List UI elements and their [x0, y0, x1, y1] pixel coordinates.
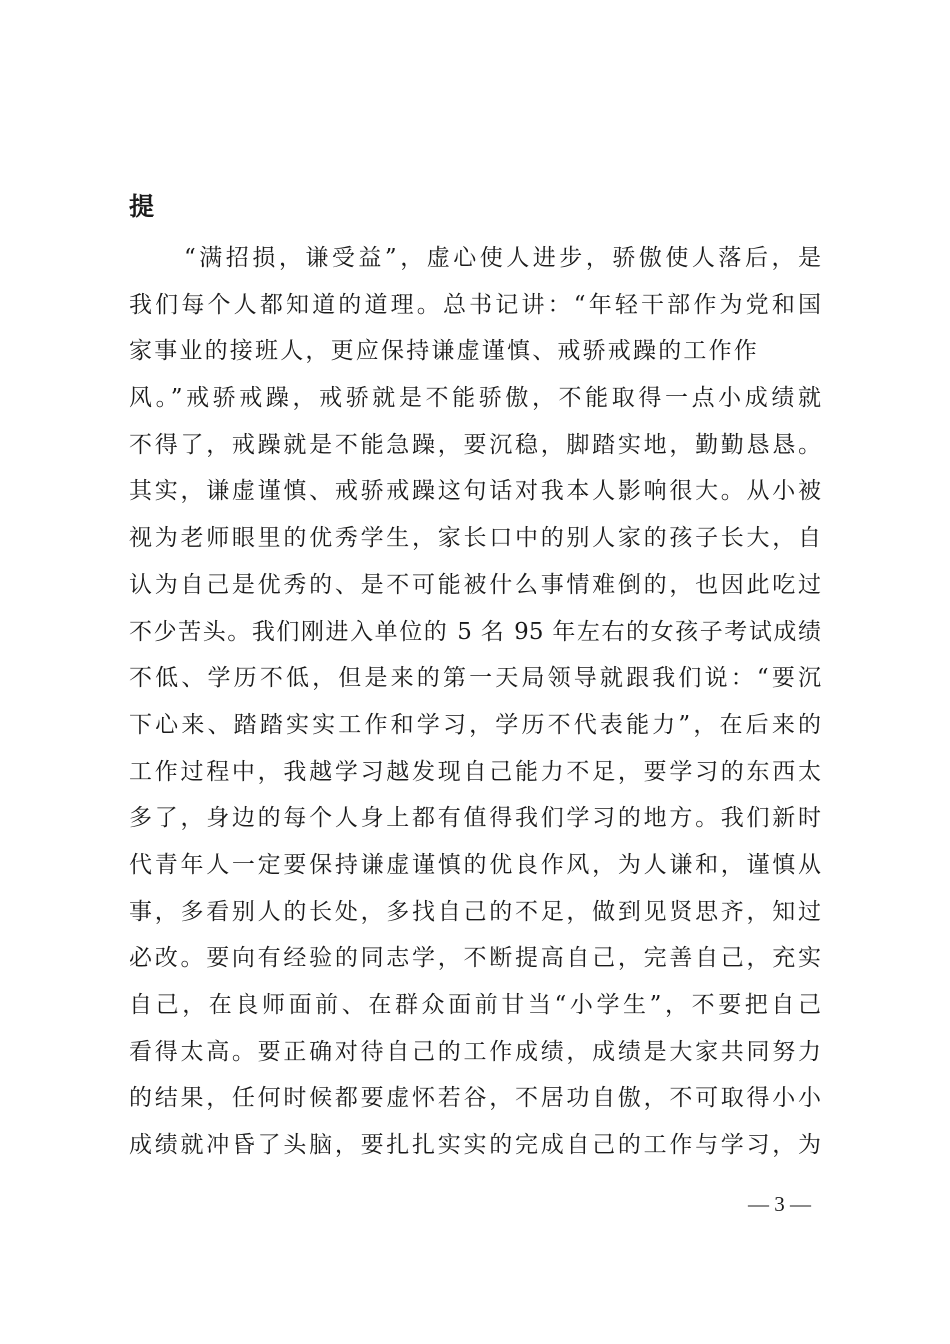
text-line: 多了，身边的每个人身上都有值得我们学习的地方。我们新时 [129, 805, 821, 832]
text-line: 不低、学历不低，但是来的第一天局领导就跟我们说：“要沉 [129, 665, 821, 692]
text-line: 自己，在良师面前、在群众面前甘当“小学生”，不要把自己 [129, 992, 821, 1018]
text-line: 的结果，任何时候都要虚怀若谷，不居功自傲，不可取得小小 [129, 1085, 821, 1112]
text-line: 不少苦头。我们刚进入单位的 5 名 95 年左右的女孩子考试成绩 [129, 618, 821, 645]
text-line: 代青年人一定要保持谦虚谨慎的优良作风，为人谦和，谨慎从 [129, 851, 821, 878]
text-line: 家事业的接班人，更应保持谦虚谨慎、戒骄戒躁的工作作 [129, 338, 759, 365]
text-line: 风。”戒骄戒躁，戒骄就是不能骄傲，不能取得一点小成绩就 [129, 385, 821, 412]
text-line: 必改。要向有经验的同志学，不断提高自己，完善自己，充实 [129, 945, 821, 972]
text-line: 下心来、踏踏实实工作和学习，学历不代表能力”，在后来的 [129, 711, 821, 738]
text-line: 视为老师眼里的优秀学生，家长口中的别人家的孩子长大，自 [129, 525, 821, 552]
text-line: 我们每个人都知道的道理。总书记讲：“年轻干部作为党和国 [129, 291, 821, 318]
section-heading: 提 [129, 192, 155, 221]
text-line: 不得了，戒躁就是不能急躁，要沉稳，脚踏实地，勤勤恳恳。 [129, 431, 821, 458]
text-line: “满招损，谦受益”，虚心使人进步，骄傲使人落后，是 [184, 245, 821, 271]
text-line: 事，多看别人的长处，多找自己的不足，做到见贤思齐，知过 [129, 898, 821, 925]
text-line: 工作过程中，我越学习越发现自己能力不足，要学习的东西太 [129, 758, 821, 785]
text-line: 其实，谦虚谨慎、戒骄戒躁这句话对我本人影响很大。从小被 [129, 478, 821, 505]
text-line: 成绩就冲昏了头脑，要扎扎实实的完成自己的工作与学习，为 [129, 1132, 821, 1159]
text-line: 认为自己是优秀的、是不可能被什么事情难倒的，也因此吃过 [129, 571, 821, 598]
body-text [129, 235, 821, 1169]
text-line: 看得太高。要正确对待自己的工作成绩，成绩是大家共同努力 [129, 1038, 821, 1065]
page-number: — 3 — [748, 1192, 811, 1216]
